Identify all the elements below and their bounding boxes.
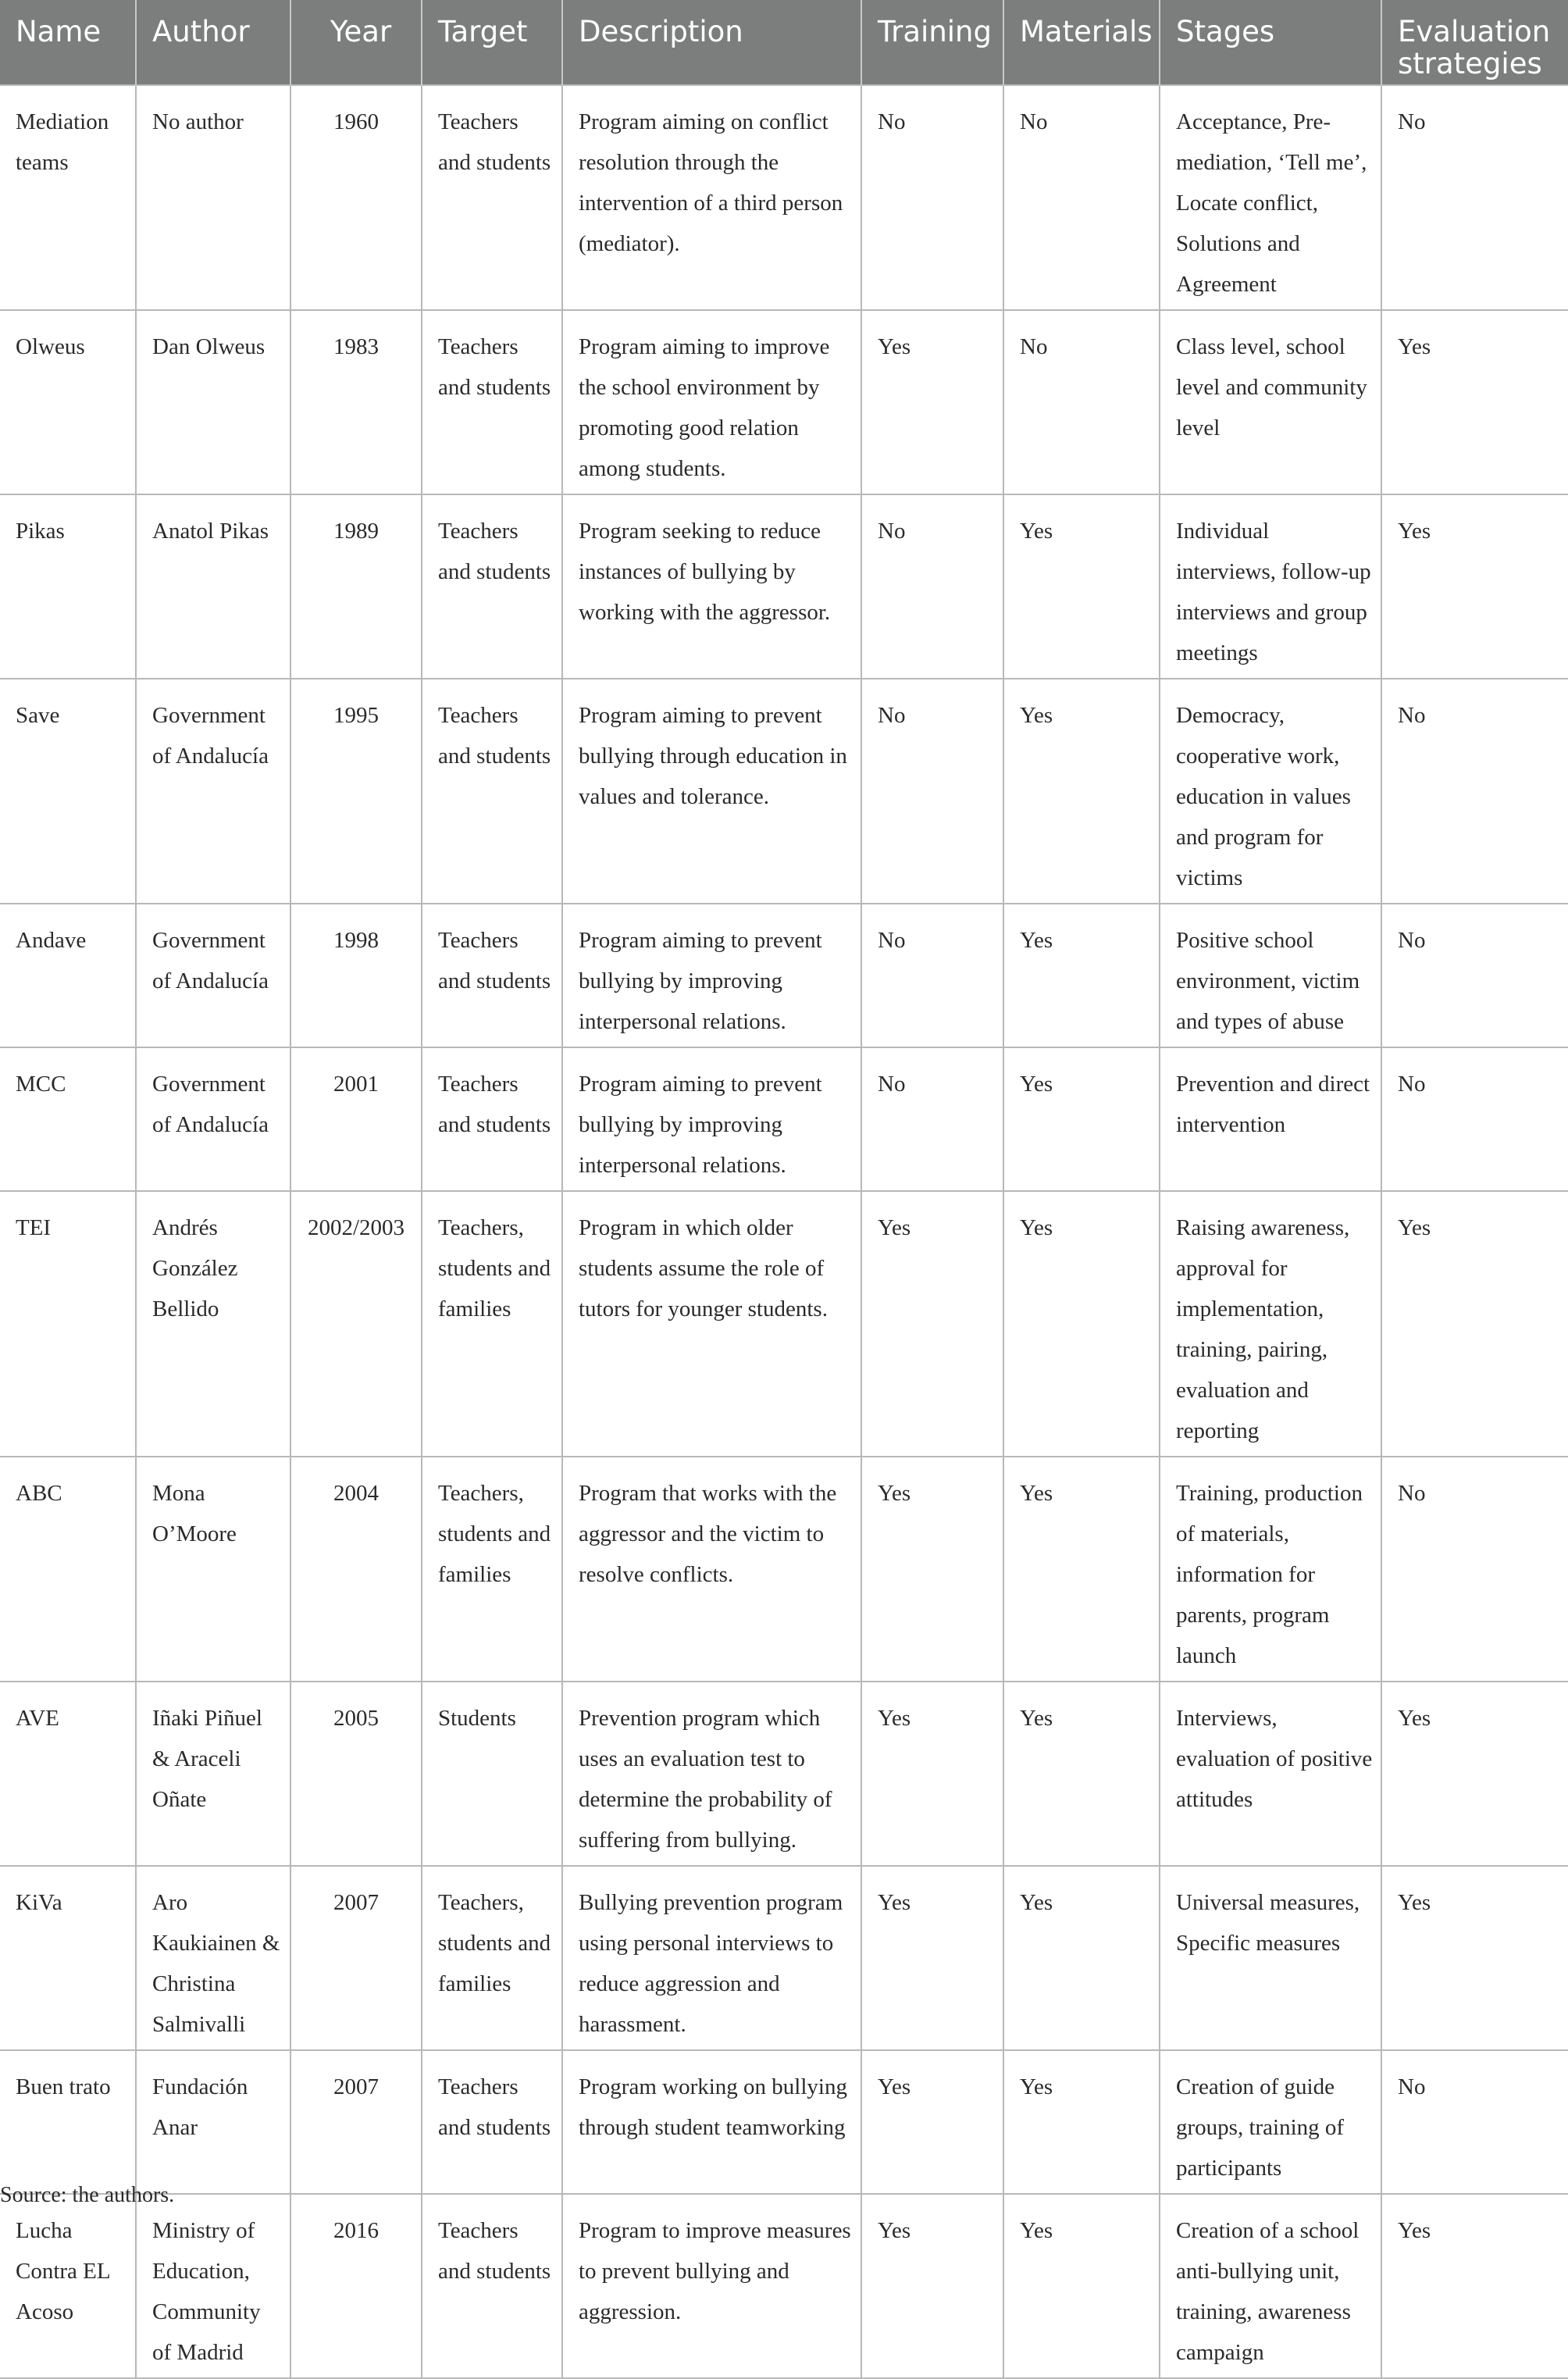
cell-name: ABC [0,1457,136,1682]
cell-description: Program to improve measures to prevent bullying and aggression. [562,2194,861,2378]
cell-evaluation: No [1381,2050,1568,2194]
table-row [0,1682,1568,1866]
cell-materials: Yes [1003,2050,1160,2194]
cell-year: 2016 [290,2194,422,2378]
cell-target: Teachers and students [422,2194,562,2378]
cell-materials: Yes [1003,494,1160,679]
cell-author: Aro Kaukiainen & Christina Salmivalli [136,1866,290,2050]
cell-year: 1983 [290,310,422,494]
cell-stages: Class level, school level and community level [1160,310,1381,494]
cell-description: Prevention program which uses an evaluation test to determine the probability of suffering from bullying. [562,1682,861,1866]
cell-evaluation: Yes [1381,1866,1568,2050]
table-row [0,2194,1568,2378]
table-row [0,1866,1568,2050]
cell-description: Program aiming to prevent bullying through education in values and tolerance. [562,679,861,904]
cell-year: 2004 [290,1457,422,1682]
cell-stages: Creation of guide groups, training of participants [1160,2050,1381,2194]
cell-stages: Democracy, cooperative work, education in values and program for victims [1160,679,1381,904]
cell-materials: Yes [1003,1191,1160,1457]
cell-materials: No [1003,85,1160,310]
header-row [0,0,1568,85]
cell-author: Dan Olweus [136,310,290,494]
cell-year: 1960 [290,85,422,310]
cell-year: 2007 [290,1866,422,2050]
table-row [0,494,1568,679]
cell-name: Mediation teams [0,85,136,310]
cell-materials: Yes [1003,1682,1160,1866]
cell-training: Yes [861,2050,1003,2194]
cell-stages: Interviews, evaluation of positive attitudes [1160,1682,1381,1866]
cell-description: Program in which older students assume the role of tutors for younger students. [562,1191,861,1457]
table-row [0,85,1568,310]
table-row [0,1457,1568,1682]
header-evaluation-strategies: Evaluation strategies [1381,0,1568,85]
cell-training: No [861,85,1003,310]
header-materials: Materials [1003,0,1160,85]
table-row [0,1191,1568,1457]
cell-name: Pikas [0,494,136,679]
cell-year: 1989 [290,494,422,679]
cell-description: Program aiming to improve the school environment by promoting good relation among students. [562,310,861,494]
cell-name: AVE [0,1682,136,1866]
cell-target: Teachers and students [422,310,562,494]
cell-description: Program that works with the aggressor and the victim to resolve conflicts. [562,1457,861,1682]
cell-year: 1995 [290,679,422,904]
cell-author: Government of Andalucía [136,1047,290,1191]
cell-target: Students [422,1682,562,1866]
table-row [0,2050,1568,2194]
source-note: Source: the authors. [0,2183,175,2207]
cell-training: No [861,1047,1003,1191]
cell-description: Program aiming to prevent bullying by improving interpersonal relations. [562,1047,861,1191]
cell-stages: Creation of a school anti-bullying unit, training, awareness campaign [1160,2194,1381,2378]
cell-author: Government of Andalucía [136,904,290,1047]
cell-description: Program aiming to prevent bullying by improving interpersonal relations. [562,904,861,1047]
header-description: Description [562,0,861,85]
cell-training: No [861,679,1003,904]
table-row [0,904,1568,1047]
cell-description: Bullying prevention program using personal interviews to reduce aggression and harassment. [562,1866,861,2050]
cell-evaluation: Yes [1381,494,1568,679]
cell-training: Yes [861,2194,1003,2378]
cell-target: Teachers, students and families [422,1457,562,1682]
cell-target: Teachers and students [422,1047,562,1191]
cell-description: Program seeking to reduce instances of bullying by working with the aggressor. [562,494,861,679]
cell-training: Yes [861,310,1003,494]
header-training: Training [861,0,1003,85]
cell-stages: Positive school environment, victim and types of abuse [1160,904,1381,1047]
cell-description: Program aiming on conflict resolution through the intervention of a third person (mediator). [562,85,861,310]
cell-evaluation: Yes [1381,310,1568,494]
cell-evaluation: Yes [1381,2194,1568,2378]
cell-name: MCC [0,1047,136,1191]
cell-materials: No [1003,310,1160,494]
cell-materials: Yes [1003,904,1160,1047]
cell-training: No [861,904,1003,1047]
cell-name: Andave [0,904,136,1047]
cell-evaluation: No [1381,679,1568,904]
cell-stages: Individual interviews, follow-up interviews and group meetings [1160,494,1381,679]
cell-evaluation: No [1381,85,1568,310]
header-stages: Stages [1160,0,1381,85]
cell-year: 2005 [290,1682,422,1866]
cell-training: No [861,494,1003,679]
cell-stages: Universal measures, Specific measures [1160,1866,1381,2050]
cell-description: Program working on bullying through student teamworking [562,2050,861,2194]
cell-stages: Raising awareness, approval for implementation, training, pairing, evaluation and reporting [1160,1191,1381,1457]
cell-year: 1998 [290,904,422,1047]
cell-author: Iñaki Piñuel & Araceli Oñate [136,1682,290,1866]
cell-materials: Yes [1003,679,1160,904]
cell-author: Fundación Anar [136,2050,290,2194]
cell-training: Yes [861,1191,1003,1457]
cell-name: KiVa [0,1866,136,2050]
cell-author: Andrés González Bellido [136,1191,290,1457]
header-year: Year [290,0,422,85]
table-row [0,310,1568,494]
cell-evaluation: Yes [1381,1682,1568,1866]
cell-name: Olweus [0,310,136,494]
cell-author: Government of Andalucía [136,679,290,904]
cell-evaluation: No [1381,904,1568,1047]
cell-name: Save [0,679,136,904]
cell-target: Teachers and students [422,2050,562,2194]
cell-materials: Yes [1003,1047,1160,1191]
cell-target: Teachers and students [422,679,562,904]
cell-materials: Yes [1003,1866,1160,2050]
cell-training: Yes [861,1866,1003,2050]
cell-target: Teachers and students [422,85,562,310]
cell-stages: Prevention and direct intervention [1160,1047,1381,1191]
cell-target: Teachers, students and families [422,1191,562,1457]
cell-name: TEI [0,1191,136,1457]
cell-target: Teachers, students and families [422,1866,562,2050]
cell-training: Yes [861,1682,1003,1866]
cell-materials: Yes [1003,2194,1160,2378]
cell-stages: Training, production of materials, information for parents, program launch [1160,1457,1381,1682]
cell-evaluation: No [1381,1047,1568,1191]
cell-target: Teachers and students [422,904,562,1047]
cell-author: Anatol Pikas [136,494,290,679]
cell-year: 2007 [290,2050,422,2194]
table-row [0,1047,1568,1191]
cell-evaluation: No [1381,1457,1568,1682]
header-target: Target [422,0,562,85]
cell-name: Lucha Contra EL Acoso [0,2194,136,2378]
cell-author: No author [136,85,290,310]
cell-target: Teachers and students [422,494,562,679]
cell-stages: Acceptance, Pre-mediation, ‘Tell me’, Locate conflict, Solutions and Agreement [1160,85,1381,310]
header-name: Name [0,0,136,85]
cell-evaluation: Yes [1381,1191,1568,1457]
cell-name: Buen trato [0,2050,136,2194]
table-row [0,679,1568,904]
cell-author: Mona O’Moore [136,1457,290,1682]
cell-materials: Yes [1003,1457,1160,1682]
cell-year: 2001 [290,1047,422,1191]
cell-author: Ministry of Education, Community of Madrid [136,2194,290,2378]
cell-training: Yes [861,1457,1003,1682]
cell-year: 2002/2003 [290,1191,422,1457]
header-author: Author [136,0,290,85]
